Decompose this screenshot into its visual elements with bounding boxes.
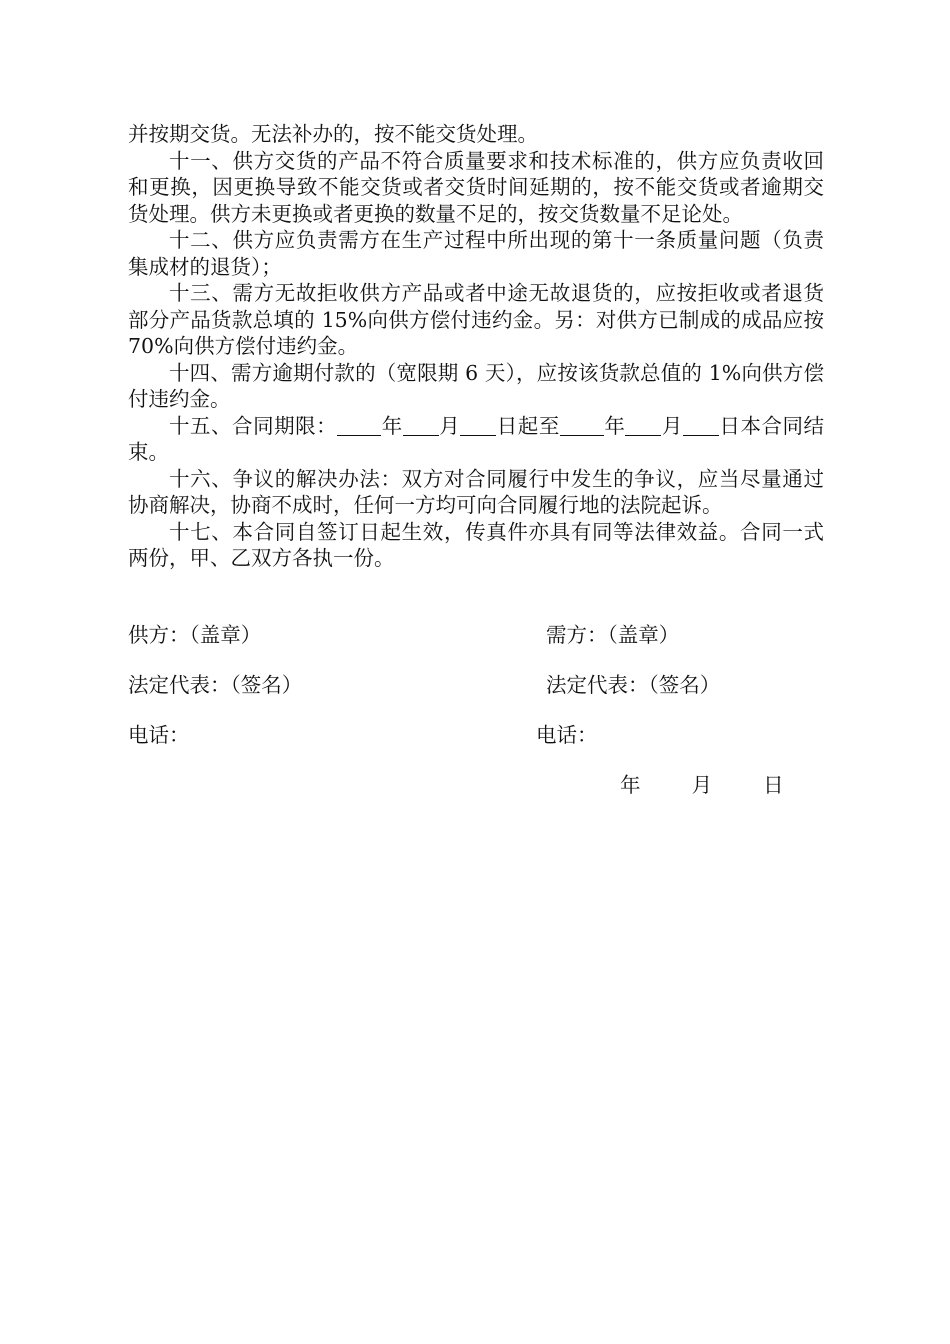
end-year-blank bbox=[560, 417, 604, 436]
start-day-label: 日起至 bbox=[496, 413, 560, 438]
start-day-blank bbox=[460, 417, 496, 436]
end-month-label: 月 bbox=[661, 413, 683, 438]
date-day-label: 日 bbox=[763, 773, 784, 797]
clause-11: 十一、供方交货的产品不符合质量要求和技术标准的，供方应负责收回和更换，因更换导致不能交货或者交货时间延期的，按不能交货或者逾期交货处理。供方未更换或者更换的数量不足的，按交货数量不足论处。 bbox=[128, 148, 824, 226]
end-day-label: 日本合同结束。 bbox=[128, 413, 825, 464]
clause-16: 十六、争议的解决办法：双方对合同履行中发生的争议，应当尽量通过协商解决，协商不成时，任何一方均可向合同履行地的法院起诉。 bbox=[128, 466, 824, 517]
clause-13: 十三、需方无故拒收供方产品或者中途无故退货的，应按拒收或者退货部分产品货款总填的 15%向供方偿付违约金。另：对供方已制成的成品应按 70%向供方偿付违约金。 bbox=[128, 281, 824, 358]
end-year-label: 年 bbox=[603, 413, 626, 438]
clause-15 bbox=[128, 413, 824, 466]
clause-14: 十四、需方逾期付款的（宽限期 6 天），应按该货款总值的 1%向供方偿付违约金。 bbox=[128, 360, 824, 411]
start-year-label: 年 bbox=[381, 413, 403, 438]
signing-date bbox=[620, 772, 784, 798]
end-month-blank bbox=[625, 417, 661, 436]
buyer-phone-label: 电话： bbox=[536, 723, 598, 747]
clause-10-continuation: 并按期交货。无法补办的，按不能交货处理。 bbox=[128, 122, 538, 146]
end-day-blank bbox=[683, 417, 719, 436]
supplier-rep-label: 法定代表：（签名） bbox=[128, 673, 303, 697]
clause-17: 十七、本合同自签订日起生效，传真件亦具有同等法律效益。合同一式两份，甲、乙双方各执一份。 bbox=[128, 519, 824, 570]
start-month-label: 月 bbox=[438, 413, 461, 438]
clause-12: 十二、供方应负责需方在生产过程中所出现的第十一条质量问题（负责集成材的退货）； bbox=[128, 228, 824, 279]
contract-body bbox=[128, 121, 824, 572]
term-prefix: 十五、合同期限： bbox=[169, 413, 338, 438]
supplier-phone-label: 电话： bbox=[128, 723, 190, 747]
buyer-seal-label: 需方：（盖章） bbox=[546, 623, 680, 647]
buyer-rep-label: 法定代表：（签名） bbox=[546, 673, 721, 697]
date-month-label: 月 bbox=[691, 773, 713, 797]
start-month-blank bbox=[403, 417, 439, 436]
start-year-blank bbox=[337, 417, 381, 436]
date-year-label: 年 bbox=[620, 773, 641, 797]
supplier-seal-label: 供方：（盖章） bbox=[128, 623, 262, 647]
